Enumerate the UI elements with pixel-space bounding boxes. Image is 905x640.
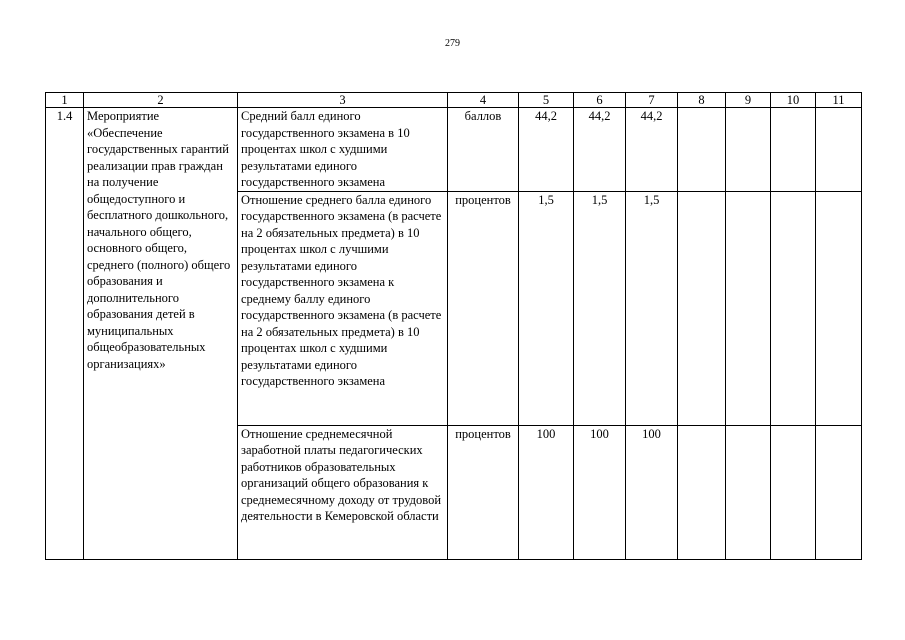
value-col7: 100 [626,425,678,559]
header-cell: 2 [84,93,238,108]
value-col8 [678,425,726,559]
header-cell: 10 [771,93,816,108]
header-cell: 1 [46,93,84,108]
value-col7: 44,2 [626,108,678,192]
value-col9 [726,108,771,192]
value-col7: 1,5 [626,191,678,425]
indicator-unit: баллов [448,108,519,192]
value-col11 [816,108,862,192]
page-number: 279 [445,38,460,49]
value-col10 [771,191,816,425]
table-row [46,108,862,192]
value-col5: 100 [519,425,574,559]
measure-description: Мероприятие «Обеспечение государственных гарантий реализации прав граждан на получение общедоступного и бесплатного дошкольного, начального общего, основного общего, среднего (полного) общего образования и дополнительного образования детей в муниципальных общеобразовательных организациях» [84,108,238,560]
value-col6: 100 [574,425,626,559]
value-col10 [771,108,816,192]
value-col5: 1,5 [519,191,574,425]
value-col10 [771,425,816,559]
indicator-name: Отношение среднего балла единого государственного экзамена (в расчете на 2 обязательных предмета) в 10 процентах школ с лучшими результатами единого государственного экзамена к среднему баллу единого государственного экзамена (в расчете на 2 обязательных предмета) в 10 процентах школ с худшими результатами единого государственного экзамена [238,191,448,425]
value-col6: 44,2 [574,108,626,192]
header-cell: 4 [448,93,519,108]
value-col9 [726,425,771,559]
indicator-table [45,92,862,560]
value-col5: 44,2 [519,108,574,192]
indicator-unit: процентов [448,425,519,559]
header-cell: 5 [519,93,574,108]
value-col11 [816,425,862,559]
value-col8 [678,108,726,192]
indicator-unit: процентов [448,191,519,425]
value-col9 [726,191,771,425]
header-cell: 3 [238,93,448,108]
header-cell: 6 [574,93,626,108]
header-row [46,93,862,108]
value-col11 [816,191,862,425]
header-cell: 11 [816,93,862,108]
value-col8 [678,191,726,425]
header-cell: 9 [726,93,771,108]
indicator-name: Средний балл единого государственного экзамена в 10 процентах школ с худшими результатами единого государственного экзамена [238,108,448,192]
header-cell: 8 [678,93,726,108]
row-index: 1.4 [46,108,84,560]
header-cell: 7 [626,93,678,108]
value-col6: 1,5 [574,191,626,425]
indicator-name: Отношение среднемесячной заработной платы педагогических работников образовательных организаций общего образования к среднемесячному доходу от трудовой деятельности в Кемеровской области [238,425,448,559]
